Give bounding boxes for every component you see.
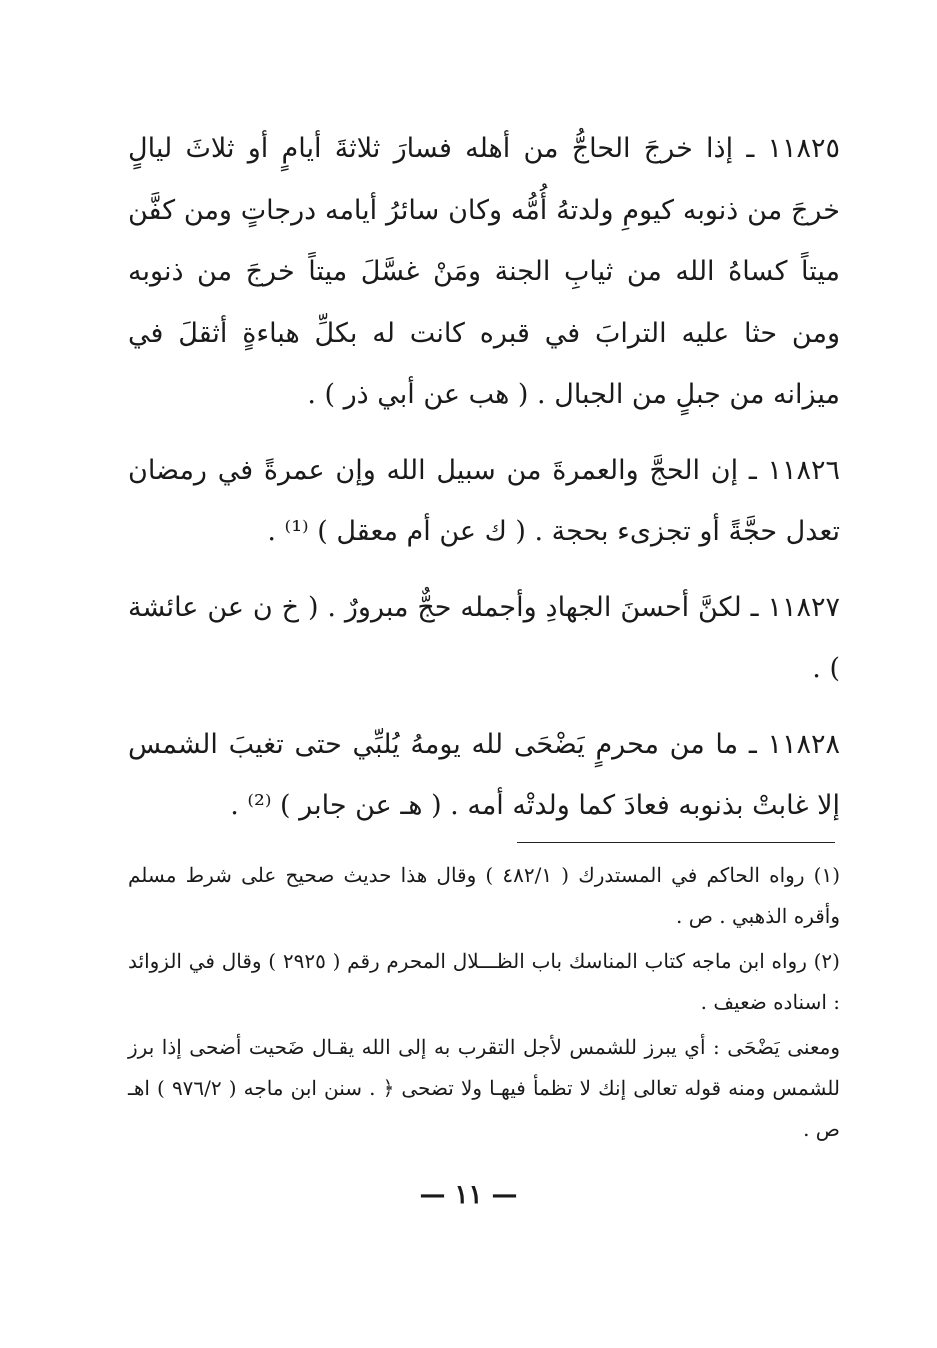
footnote-separator-line — [517, 842, 835, 843]
hadith-number: ١١٨٢٦ — [767, 454, 841, 486]
hadith-number: ١١٨٢٥ — [767, 133, 841, 164]
hadith-number: ١١٨٢٨ — [767, 728, 840, 760]
footnote-1: (١) رواه الحاكم في المستدرك ( ٤٨٢/١ ) وقال هذا حديث صحيح على شرط مسلم وأقره الذهبي . ص . — [128, 863, 840, 928]
main-text-block — [128, 118, 840, 851]
hadith-separator: ـ — [738, 728, 768, 760]
hadith-number: ١١٨٢٧ — [767, 591, 840, 623]
hadith-11825 — [128, 118, 840, 426]
footnote-note: ومعنى يَضْحَى : أي يبرز للشمس لأجل التقرب به إلى الله يقـال ضَحيت أضحى إذا برز للشمس ومنه قوله تعالى إنك لا تظمأ فيهـا ولا تضحى ﴿ . سنن ابن ماجه ( ٩٧٦/٢ ) اهـ ص . — [128, 1035, 840, 1141]
hadith-separator: ـ — [741, 591, 768, 623]
page-number: — ١١ — — [419, 1180, 518, 1210]
hadith-text: لكنَّ أحسنَ الجهادِ وأجمله حجٌّ مبرورٌ . ( خ ن عن عائشة ) . — [128, 591, 840, 684]
footnote-2: (٢) رواه ابن ماجه كتاب المناسك باب الظـــلال المحرم رقم ( ٢٩٢٥ ) وقال في الزوائد : اسناده ضعيف . — [128, 949, 840, 1014]
hadith-separator: ـ — [733, 133, 768, 164]
hadith-11826 — [128, 440, 840, 563]
hadith-text: إن الحجَّ والعمرةَ من سبيل الله وإن عمرةً في رمضان تعدل حجَّةً أو تجزىء بحجة . ( ك عن أم معقل ) ⁽¹⁾ . — [128, 454, 840, 547]
hadith-11827 — [128, 577, 840, 700]
footnotes-block — [128, 855, 840, 1154]
hadith-11828 — [128, 714, 840, 837]
hadith-separator: ـ — [738, 454, 768, 486]
hadith-text: إذا خرجَ الحاجُّ من أهله فسارَ ثلاثةَ أيامٍ أو ثلاثَ ليالٍ خرجَ من ذنوبه كيومِ ولدتهُ أُمُّه وكان سائرُ أيامه درجاتٍ ومن كفَّن ميتاً كساهُ الله من ثيابِ الجنة ومَنْ غسَّلَ ميتاً خرجَ من ذنوبه ومن حثا عليه الترابَ في قبره كانت له بكلِّ هباءةٍ أثقلَ في ميزانه من جبلٍ من الجبال . ( هب عن أبي ذر ) . — [128, 133, 840, 410]
hadith-text: ما من محرمٍ يَضْحَى لله يومهُ يُلبِّي حتى تغيبَ الشمس إلا غابتْ بذنوبه فعادَ كما ولدتْه أمه . ( هـ عن جابر ) ⁽²⁾ . — [128, 728, 840, 821]
